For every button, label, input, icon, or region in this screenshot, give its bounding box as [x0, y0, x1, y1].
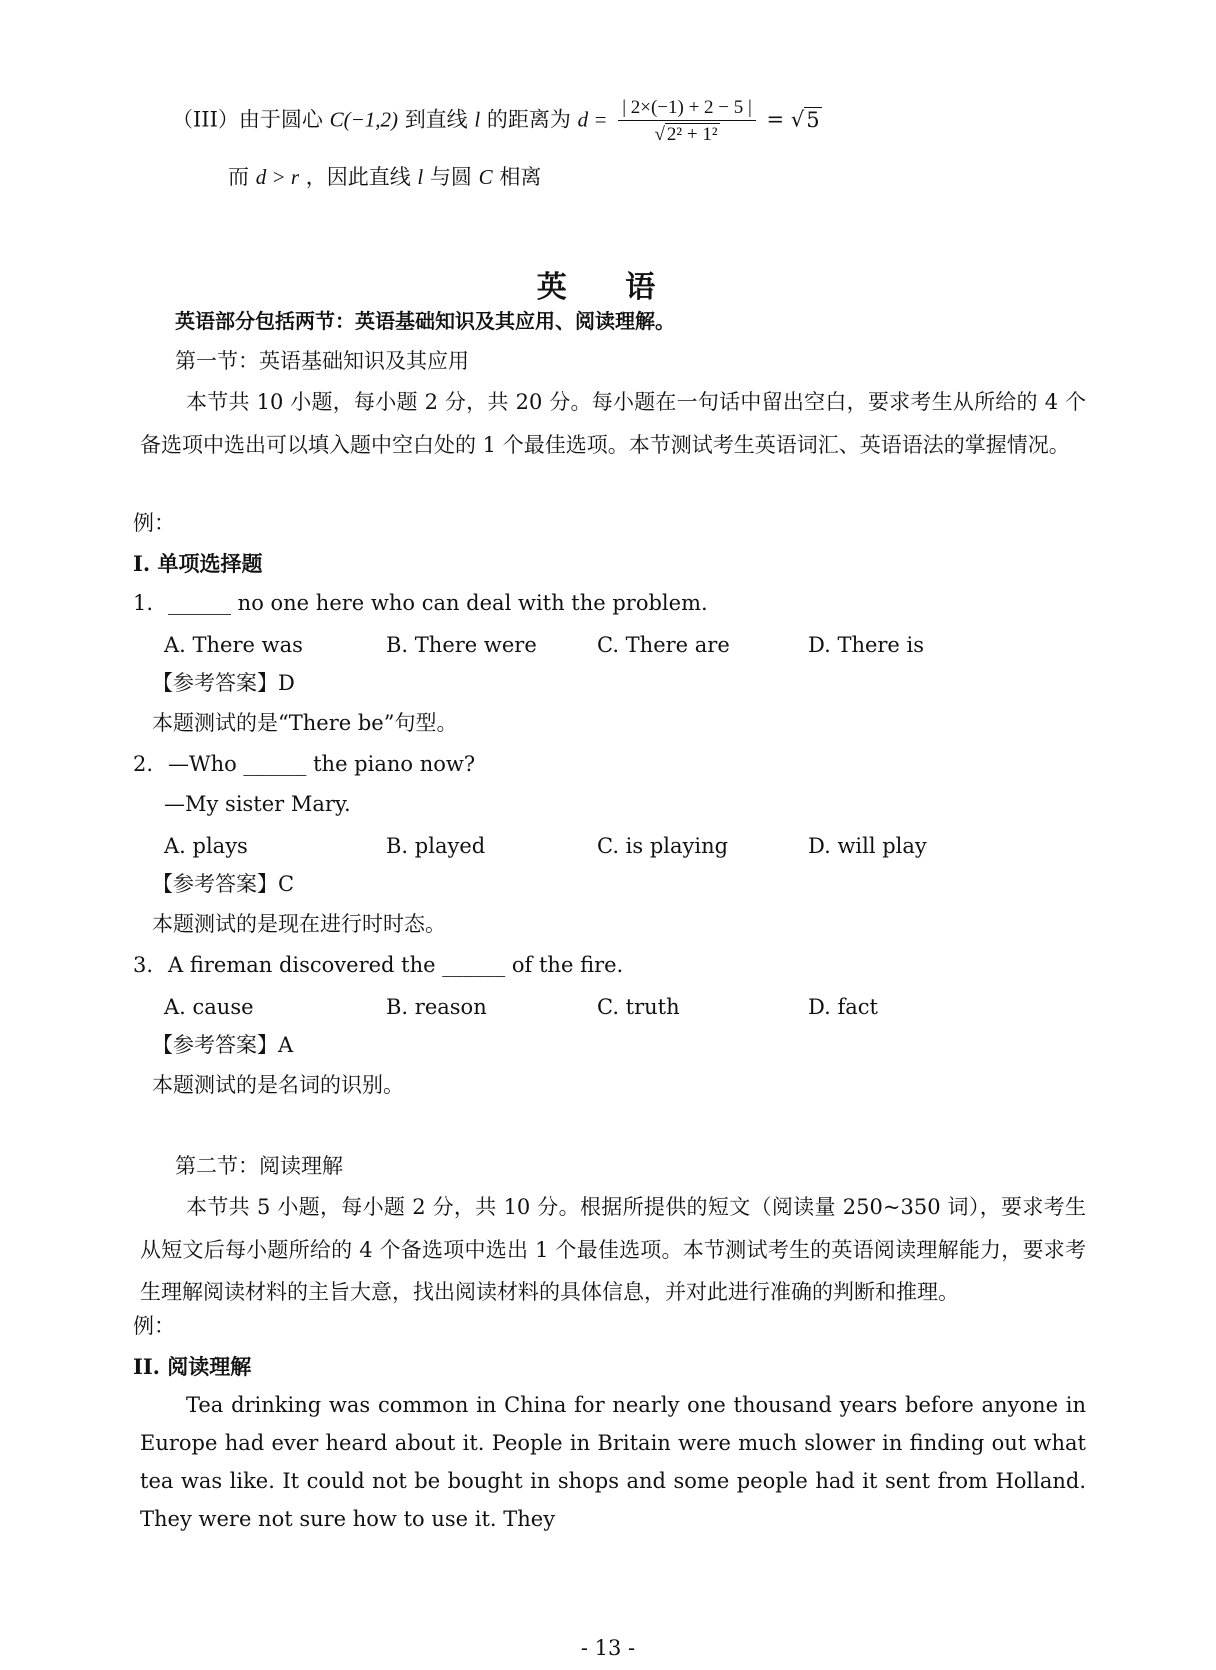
- math-distance-line: [172, 98, 822, 144]
- part1-heading: 第一节：英语基础知识及其应用: [175, 349, 469, 373]
- question-2-option-d: D. will play: [808, 834, 927, 858]
- math-center-point: C(−1,2): [329, 107, 398, 132]
- reading-passage: Tea drinking was common in China for nearly one thousand years before anyone in Europe had ever heard about it. People in Britain were much slower in finding out what tea was like. It could not be bought in shops and some people had it sent from Holland. They were not sure how to use it. They: [140, 1393, 1086, 1531]
- question-3-answer: 【参考答案】A: [152, 1033, 294, 1057]
- question-3-stem: A fireman discovered the ______ of the fire.: [168, 953, 624, 977]
- math-line2-mid2: 与圆: [429, 165, 472, 189]
- math-line1-suffix: 的距离为: [486, 107, 571, 132]
- part2-description: 本节共 5 小题，每小题 2 分，共 10 分。根据所提供的短文（阅读量 250~350 词），要求考生从短文后每小题所给的 4 个备选项中选出 1 个最佳选项。本节测试考生的英语阅读理解能力，要求考生理解阅读材料的主旨大意，找出阅读材料的具体信息，并对此进行准确的判断和推理。: [140, 1195, 1086, 1304]
- fraction-numerator: | 2×(−1) + 2 − 5 |: [618, 98, 756, 121]
- math-line1-mid: 到直线: [404, 107, 468, 132]
- question-2-stem: —Who ______ the piano now?: [168, 752, 476, 776]
- math-line-l: l: [474, 107, 481, 132]
- question-2-number: 2.: [133, 752, 154, 776]
- english-intro: 英语部分包括两节：英语基础知识及其应用、阅读理解。: [175, 309, 675, 333]
- question-2-option-c: C. is playing: [597, 834, 729, 858]
- question-3-number: 3.: [133, 953, 154, 977]
- math-line1-prefix: （III）由于圆心: [172, 107, 323, 132]
- question-1-option-a: A. There was: [164, 633, 303, 657]
- math-line2-prefix: 而: [228, 165, 249, 189]
- math-condition: d > r: [255, 165, 300, 189]
- question-1-answer: 【参考答案】D: [152, 671, 295, 695]
- part1-example-label: 例：: [133, 511, 175, 535]
- question-3-note: 本题测试的是名词的识别。: [152, 1073, 404, 1097]
- part2-example-label: 例：: [133, 1314, 175, 1338]
- math-line2-mid: ，因此直线: [305, 165, 411, 189]
- math-line2-suffix: 相离: [499, 165, 542, 189]
- fraction-denominator: √ 2² + 1²: [654, 124, 718, 145]
- question-1-stem: ______ no one here who can deal with the problem.: [168, 591, 708, 615]
- question-2-note: 本题测试的是现在进行时时态。: [152, 912, 446, 936]
- math-line2-l: l: [417, 165, 424, 189]
- question-3-option-a: A. cause: [164, 995, 254, 1019]
- question-1-option-b: B. There were: [386, 633, 537, 657]
- part1-subheading: I. 单项选择题: [133, 551, 263, 576]
- page-number: - 13 -: [580, 1636, 636, 1660]
- result-radicand: 5: [806, 107, 820, 132]
- result-root: √5: [790, 107, 820, 132]
- question-2-option-b: B. played: [386, 834, 486, 858]
- part1-description: 本节共 10 小题，每小题 2 分，共 20 分。每小题在一句话中留出空白，要求考生从所给的 4 个备选项中选出可以填入题中空白处的 1 个最佳选项。本节测试考生英语词汇、英语语法的掌握情况。: [140, 390, 1086, 457]
- question-2-stem-reply: —My sister Mary.: [164, 792, 351, 816]
- question-2-option-a: A. plays: [164, 834, 248, 858]
- question-3-option-b: B. reason: [386, 995, 487, 1019]
- part2-subheading: II. 阅读理解: [133, 1354, 252, 1379]
- denominator-radicand: 2² + 1²: [666, 124, 718, 145]
- distance-fraction: [618, 98, 756, 144]
- question-3-option-d: D. fact: [808, 995, 878, 1019]
- question-3-option-c: C. truth: [597, 995, 680, 1019]
- question-1-note: 本题测试的是“There be”句型。: [152, 711, 458, 735]
- math-d-eq: d =: [577, 107, 608, 132]
- math-circle-c: C: [478, 165, 493, 189]
- part2-heading: 第二节：阅读理解: [175, 1154, 343, 1178]
- math-conclusion-line: [228, 167, 541, 188]
- math-equals: =: [766, 107, 785, 132]
- question-2-answer: 【参考答案】C: [152, 872, 295, 896]
- section-title: 英 语: [536, 270, 680, 305]
- question-1-option-c: C. There are: [597, 633, 730, 657]
- question-1-option-d: D. There is: [808, 633, 925, 657]
- question-1-number: 1.: [133, 591, 154, 615]
